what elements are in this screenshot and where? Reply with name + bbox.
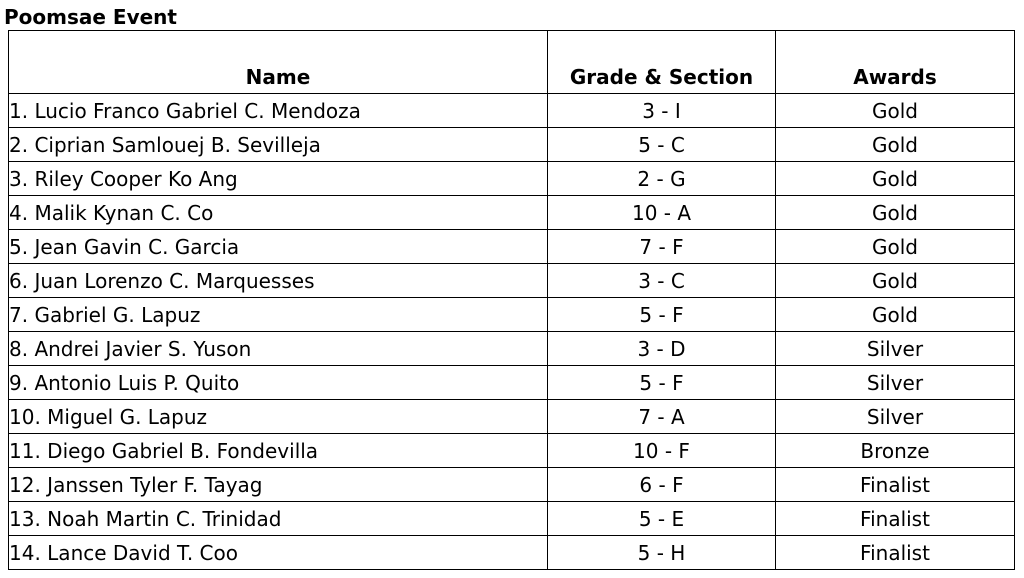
grade-section-cell: 5 - F [548, 366, 776, 400]
column-header-name: Name [9, 31, 548, 94]
grade-section-cell: 3 - I [548, 94, 776, 128]
grade-section-cell: 5 - E [548, 502, 776, 536]
name-cell: 8. Andrei Javier S. Yuson [9, 332, 548, 366]
page-title: Poomsae Event [4, 5, 177, 29]
table-row [9, 298, 1015, 332]
table-row [9, 332, 1015, 366]
grade-section-cell: 7 - A [548, 400, 776, 434]
table-row [9, 536, 1015, 570]
grade-section-cell: 10 - A [548, 196, 776, 230]
award-cell: Finalist [776, 536, 1015, 570]
table-row [9, 468, 1015, 502]
name-cell: 9. Antonio Luis P. Quito [9, 366, 548, 400]
table-row [9, 162, 1015, 196]
name-cell: 3. Riley Cooper Ko Ang [9, 162, 548, 196]
award-cell: Silver [776, 400, 1015, 434]
name-cell: 2. Ciprian Samlouej B. Sevilleja [9, 128, 548, 162]
award-cell: Gold [776, 128, 1015, 162]
award-cell: Gold [776, 298, 1015, 332]
award-cell: Finalist [776, 468, 1015, 502]
award-cell: Silver [776, 332, 1015, 366]
table-row [9, 434, 1015, 468]
name-cell: 10. Miguel G. Lapuz [9, 400, 548, 434]
grade-section-cell: 2 - G [548, 162, 776, 196]
grade-section-cell: 3 - D [548, 332, 776, 366]
results-table [8, 30, 1015, 570]
column-header-awards: Awards [776, 31, 1015, 94]
grade-section-cell: 6 - F [548, 468, 776, 502]
table-row [9, 502, 1015, 536]
table-row [9, 230, 1015, 264]
name-cell: 13. Noah Martin C. Trinidad [9, 502, 548, 536]
award-cell: Gold [776, 94, 1015, 128]
name-cell: 1. Lucio Franco Gabriel C. Mendoza [9, 94, 548, 128]
grade-section-cell: 3 - C [548, 264, 776, 298]
award-cell: Silver [776, 366, 1015, 400]
table-header-row [9, 31, 1015, 94]
table-row [9, 400, 1015, 434]
grade-section-cell: 5 - F [548, 298, 776, 332]
table-row [9, 366, 1015, 400]
name-cell: 14. Lance David T. Coo [9, 536, 548, 570]
table-row [9, 94, 1015, 128]
award-cell: Bronze [776, 434, 1015, 468]
grade-section-cell: 10 - F [548, 434, 776, 468]
award-cell: Finalist [776, 502, 1015, 536]
award-cell: Gold [776, 264, 1015, 298]
grade-section-cell: 5 - H [548, 536, 776, 570]
name-cell: 7. Gabriel G. Lapuz [9, 298, 548, 332]
name-cell: 12. Janssen Tyler F. Tayag [9, 468, 548, 502]
table-row [9, 196, 1015, 230]
table-body [9, 94, 1015, 570]
table-row [9, 264, 1015, 298]
name-cell: 6. Juan Lorenzo C. Marquesses [9, 264, 548, 298]
grade-section-cell: 7 - F [548, 230, 776, 264]
grade-section-cell: 5 - C [548, 128, 776, 162]
award-cell: Gold [776, 196, 1015, 230]
table-row [9, 128, 1015, 162]
award-cell: Gold [776, 162, 1015, 196]
name-cell: 4. Malik Kynan C. Co [9, 196, 548, 230]
award-cell: Gold [776, 230, 1015, 264]
name-cell: 11. Diego Gabriel B. Fondevilla [9, 434, 548, 468]
name-cell: 5. Jean Gavin C. Garcia [9, 230, 548, 264]
column-header-grade-section: Grade & Section [548, 31, 776, 94]
